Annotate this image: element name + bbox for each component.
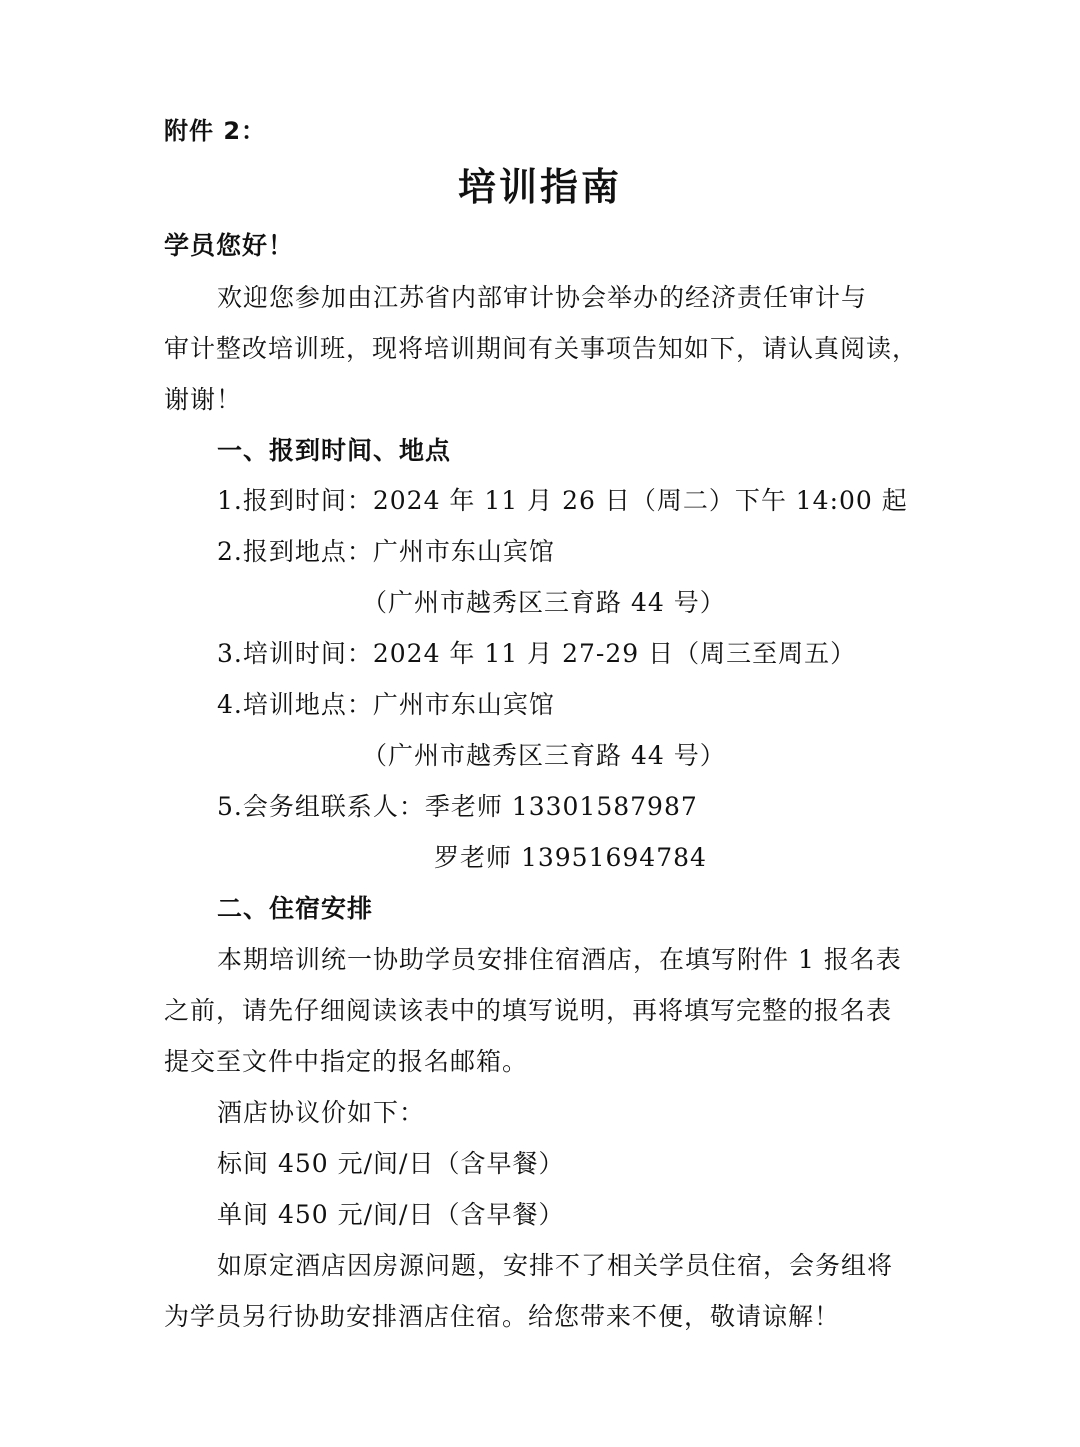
intro-line-2: 审计整改培训班，现将培训期间有关事项告知如下，请认真阅读，	[164, 334, 919, 363]
section1-heading: 一、报到时间、地点	[217, 436, 452, 465]
contact-primary: 5.会务组联系人：季老师 13301587987	[217, 792, 698, 821]
contact-secondary: 罗老师 13951694784	[434, 843, 707, 872]
page-title: 培训指南	[457, 165, 622, 209]
lodging-para2-line1: 如原定酒店因房源问题，安排不了相关学员住宿，会务组将	[217, 1251, 894, 1280]
training-address: （广州市越秀区三育路 44 号）	[362, 741, 726, 770]
checkin-address: （广州市越秀区三育路 44 号）	[362, 588, 726, 617]
lodging-para1-line2: 之前，请先仔细阅读该表中的填写说明，再将填写完整的报名表	[164, 996, 893, 1025]
price-standard-room: 标间 450 元/间/日（含早餐）	[217, 1149, 565, 1178]
greeting: 学员您好！	[164, 231, 295, 260]
training-location: 4.培训地点：广州市东山宾馆	[217, 690, 555, 719]
section2-heading: 二、住宿安排	[217, 894, 374, 923]
attachment-label: 附件 2：	[164, 117, 267, 145]
intro-line-3: 谢谢！	[164, 385, 243, 414]
intro-line-1: 欢迎您参加由江苏省内部审计协会举办的经济责任审计与	[217, 283, 868, 312]
price-single-room: 单间 450 元/间/日（含早餐）	[217, 1200, 565, 1229]
lodging-para1-line1: 本期培训统一协助学员安排住宿酒店，在填写附件 1 报名表	[217, 945, 902, 974]
hotel-price-intro: 酒店协议价如下：	[217, 1098, 426, 1127]
lodging-para2-line2: 为学员另行协助安排酒店住宿。给您带来不便，敬请谅解！	[164, 1302, 841, 1331]
checkin-time: 1.报到时间：2024 年 11 月 26 日（周二）下午 14:00 起	[217, 486, 908, 515]
checkin-location: 2.报到地点：广州市东山宾馆	[217, 537, 555, 566]
lodging-para1-line3: 提交至文件中指定的报名邮箱。	[164, 1047, 529, 1076]
training-time: 3.培训时间：2024 年 11 月 27-29 日（周三至周五）	[217, 639, 857, 668]
